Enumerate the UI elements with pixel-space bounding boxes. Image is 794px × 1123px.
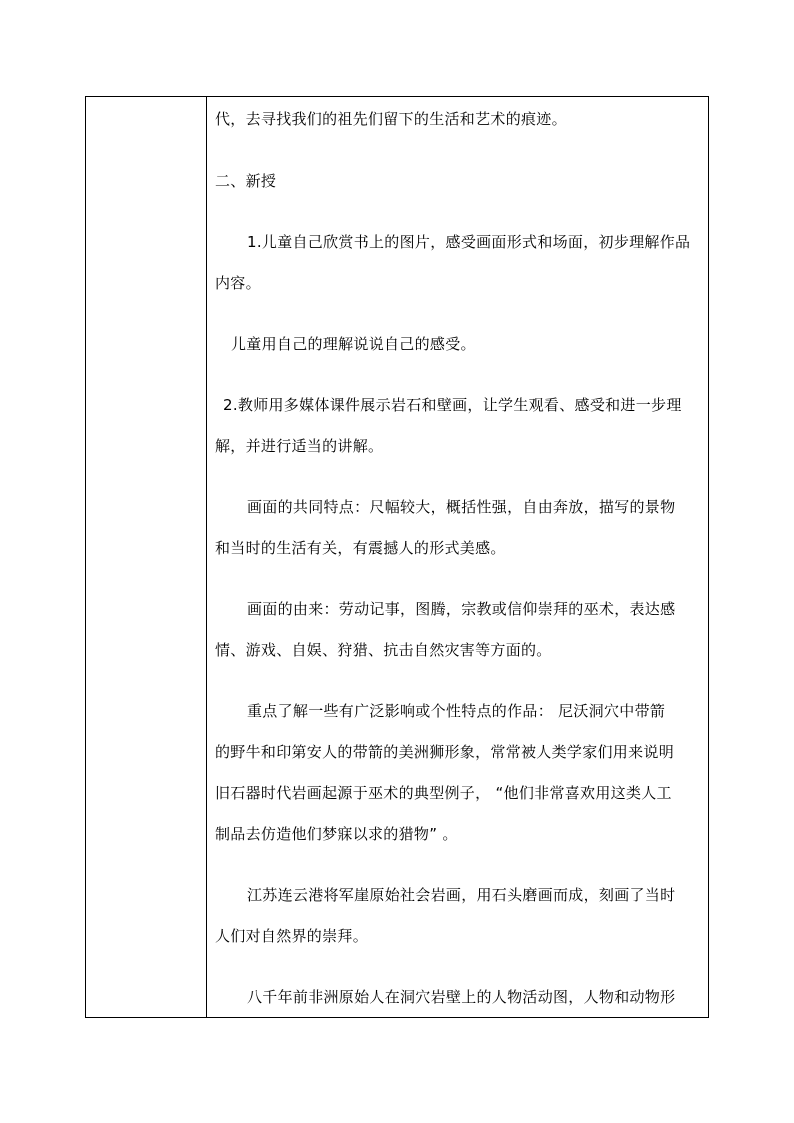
text-line: 2.教师用多媒体课件展示岩石和壁画，让学生观看、感受和进一步理	[223, 396, 682, 414]
text-line: 江苏连云港将军崖原始社会岩画，用石头磨画而成，刻画了当时	[247, 886, 676, 904]
text-line: 人们对自然界的崇拜。	[215, 927, 369, 945]
text-line: 解，并进行适当的讲解。	[215, 437, 384, 455]
content-cell	[207, 97, 708, 1017]
text-line: 重点了解一些有广泛影响或个性特点的作品： 尼沃洞穴中带箭	[247, 702, 666, 720]
text-line: 的野牛和印第安人的带箭的美洲狮形象，常常被人类学家们用来说明	[215, 743, 675, 761]
text-line: 和当时的生活有关，有震撼人的形式美感。	[215, 539, 506, 557]
text-line: 画面的由来：劳动记事，图腾，宗教或信仰崇拜的巫术，表达感	[247, 600, 676, 618]
text-line: 画面的共同特点：尺幅较大，概括性强，自由奔放，描写的景物	[247, 498, 676, 516]
text-line: 代，去寻找我们的祖先们留下的生活和艺术的痕迹。	[215, 110, 567, 128]
lesson-table	[85, 96, 709, 1018]
section-heading: 二、新授	[215, 172, 277, 190]
text-line: 制品去仿造他们梦寐以求的猎物” 。	[215, 825, 458, 843]
text-line: 八千年前非洲原始人在洞穴岩壁上的人物活动图，人物和动物形	[247, 988, 676, 1006]
text-line: 情、游戏、自娱、狩猎、抗击自然灾害等方面的。	[215, 641, 552, 659]
left-column-cell	[86, 97, 207, 1017]
text-line: 旧石器时代岩画起源于巫术的典型例子， “他们非常喜欢用这类人工	[215, 784, 672, 802]
text-line: 1.儿童自己欣赏书上的图片，感受画面形式和场面，初步理解作品	[247, 233, 691, 251]
text-line: 儿童用自己的理解说说自己的感受。	[231, 335, 476, 353]
text-line: 内容。	[215, 274, 261, 292]
